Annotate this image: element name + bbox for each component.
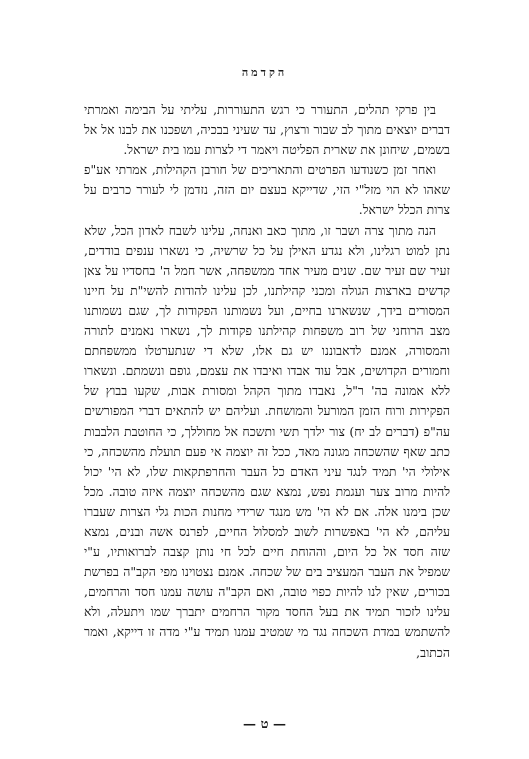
page-number: — ט — (243, 717, 286, 732)
paragraph-1: בין פרקי תהלים, התעורר כי רגש התעוררות, עליתי על הבימה ואמרתי דברים יוצאים מתוך לב שבור ורצוץ, עד שעיני בבכיה, ושפכנו את לבנו אל אל בשמים, שיחונן את שארית הפליטה ויאמר די לצרות עמו בית ישראל. (84, 102, 450, 158)
paragraph-3: הנה מתוך צרה ושבר זו, מתוך כאב ואנחה, עלינו לשבח לאדון הכל, שלא נתן למוט רגלינו, ולא נגדע האילן על כל שרשיה, כי נשארו ענפים בודדים, זעיר שם זעיר שם. שנים מעיר אחד ממשפחה, אשר חמל ה' בחסדיו על צאן קדשים בארצות הגולה ומכני קהילתנו, לכן עלינו להודות להשי"ת על חיינו המסורים בידך, שנשארנו בחיים, ועל נשמותנו הפקודות לך, שגם נשמותנו מצב הרוחני של רוב משפחות קהילתנו פקודות לך, נשארו נאמנים לתורה והמסורה, אמנם לדאבוננו יש גם אלו, שלא די שנתערטלו ממשפחתם וחמורים הקדושים, אבל עוד אבדו ואיבדו את עצמם, גופם ונשמתם. ונשארו ללא אמונה בה' ר"ל, נאבדו מתוך הקהל ומסורת אבות, שקעו בבוץ של הפקירות ורוח הזמן המורעל והמושחת. ועליהם יש להתאים דברי המפורשים עה"פ (דברים לב יח) צור ילדך תשי ותשכח אל מחוללך, כי החוטבת הלבבות כתב שאף שהשכחה מגונה מאד, ככל זה יוצמה אי פעם תועלת מהשכחה, כי אילולי הי' תמיד לנגד עיני האדם כל העבר והחרפתקאות שלו, לא הי' יכול להיות מרוב צער ועגמת נפש, נמצא שגם מהשכחה יוצמה איזה טובה. מכל שכן בימנו אלה. אם לא הי' מש מנגד שרידי מחנות הכות גלי הצרות שעברו עליהם, לא הי' באפשרות לשוב למסלול החיים, לפרנס אשה ובנים, נמצא שזה חסד אל כל היום, וההוחת חיים לכל חי נותן קצבה לברואותיו, ע"י שמפיל את העבר המעציב בים של שכחה. אמנם נצטוינו מפי הקב"ה בפרשת בכורים, שאין לנו להיות כפוי טובה, ואם הקב"ה עושה עמנו חסד והרחמים, עלינו לזכור תמיד את בעל החסד מקור הרחמים יתברך שמו ויתעלה, ולא להשתמש במדת השכחה נגד מי שמטיב עמנו תמיד ע"י מדה זו דייקא, ואמר הכתוב, (84, 222, 450, 660)
page-header-title: הקדמה (241, 66, 288, 79)
page-body (84, 100, 450, 663)
paragraph-2: ואחר זמן כשנודעו הפרטים והתאריכים של חורבן הקהילות, אמרתי אע"פ שאהו לא הוי מזל"י הזי, שדייקא בעצם יום הזה, נזדמן לי לעורר כרבים על צרות הכלל ישראל. (84, 162, 450, 218)
